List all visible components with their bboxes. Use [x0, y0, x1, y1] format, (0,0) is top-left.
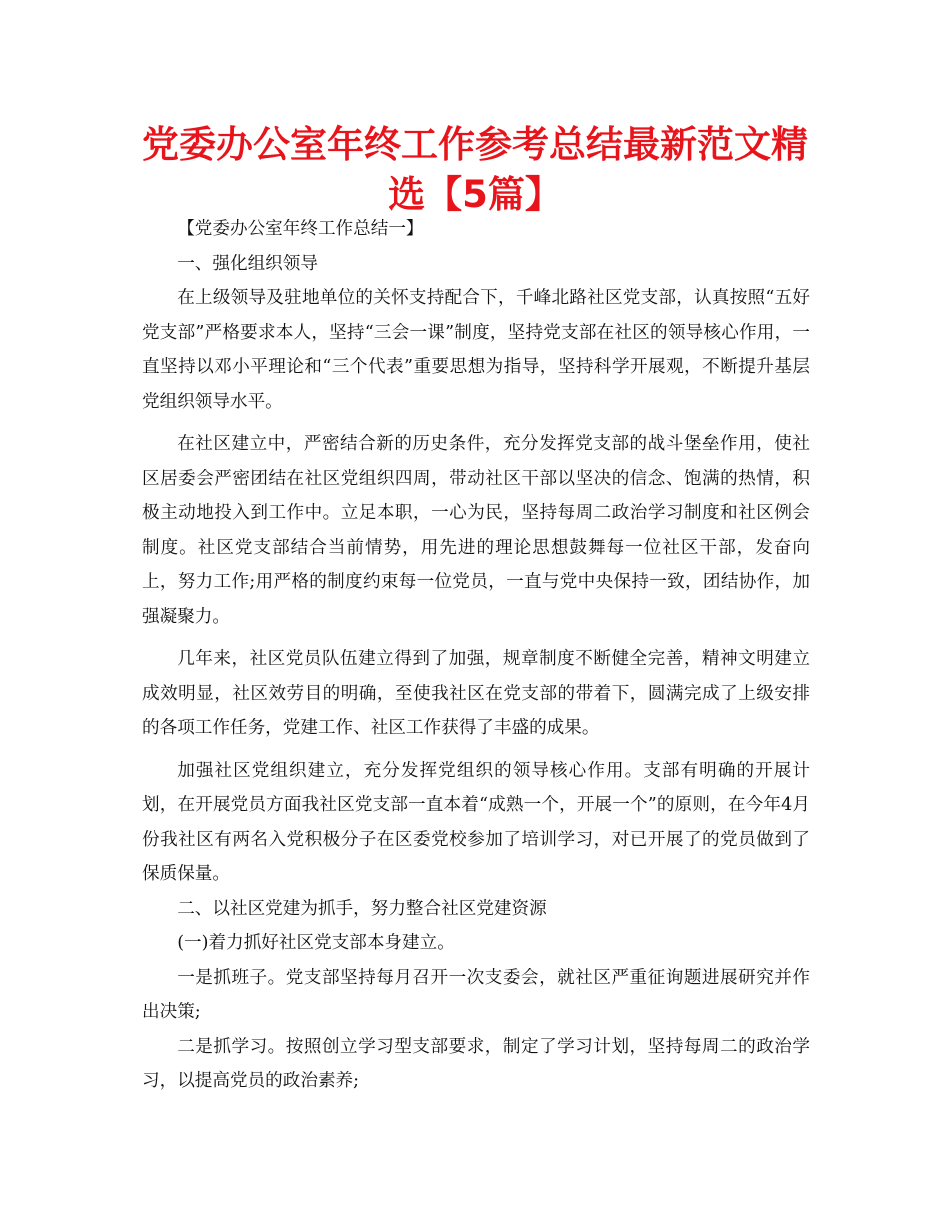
document-title: 党委办公室年终工作参考总结最新范文精选【5篇】 — [142, 123, 808, 216]
paragraph: 在上级领导及驻地单位的关怀支持配合下，千峰北路社区党支部，认真按照“五好党支部”严格要求本人，坚持“三会一课”制度，坚持党支部在社区的领导核心作用，一直坚持以邓小平理论和“三个代表”重要思想为指导，坚持科学开展观，不断提升基层党组织领导水平。 — [142, 288, 810, 412]
paragraph: 几年来，社区党员队伍建立得到了加强，规章制度不断健全完善，精神文明建立成效明显，社区效劳目的明确，至使我社区在党支部的带着下，圆满完成了上级安排的各项工作任务，党建工作、社区工作获得了丰盛的成果。 — [142, 649, 810, 738]
subheading: 一、强化组织领导 — [177, 253, 318, 274]
paragraph: 在社区建立中，严密结合新的历史条件，充分发挥党支部的战斗堡垒作用，使社区居委会严密团结在社区党组织四周，带动社区干部以坚决的信念、饱满的热情，积极主动地投入到工作中。立足本职，一心为民，坚持每周二政治学习制度和社区例会制度。社区党支部结合当前情势，用先进的理论思想鼓舞每一位社区干部，发奋向上，努力工作;用严格的制度约束每一位党员，一直与党中央保持一致，团结协作，加强凝聚力。 — [142, 434, 810, 627]
paragraph: 二是抓学习。按照创立学习型支部要求，制定了学习计划，坚持每周二的政治学习，以提高党员的政治素养; — [142, 1036, 810, 1091]
subheading: 二、以社区党建为抓手，努力整合社区党建资源 — [177, 898, 547, 919]
section-heading: 【党委办公室年终工作总结一】 — [177, 219, 424, 239]
paragraph: 加强社区党组织建立，充分发挥党组织的领导核心作用。支部有明确的开展计划，在开展党员方面我社区党支部一直本着“成熟一个，开展一个”的原则，在今年4月份我社区有两名入党积极分子在区委党校参加了培训学习，对已开展了的党员做到了保质保量。 — [142, 760, 810, 884]
subheading: (一)着力抓好社区党支部本身建立。 — [177, 933, 455, 953]
paragraph: 一是抓班子。党支部坚持每月召开一次支委会，就社区严重征询题进展研究并作出决策; — [142, 967, 810, 1022]
document-body — [142, 212, 810, 1099]
